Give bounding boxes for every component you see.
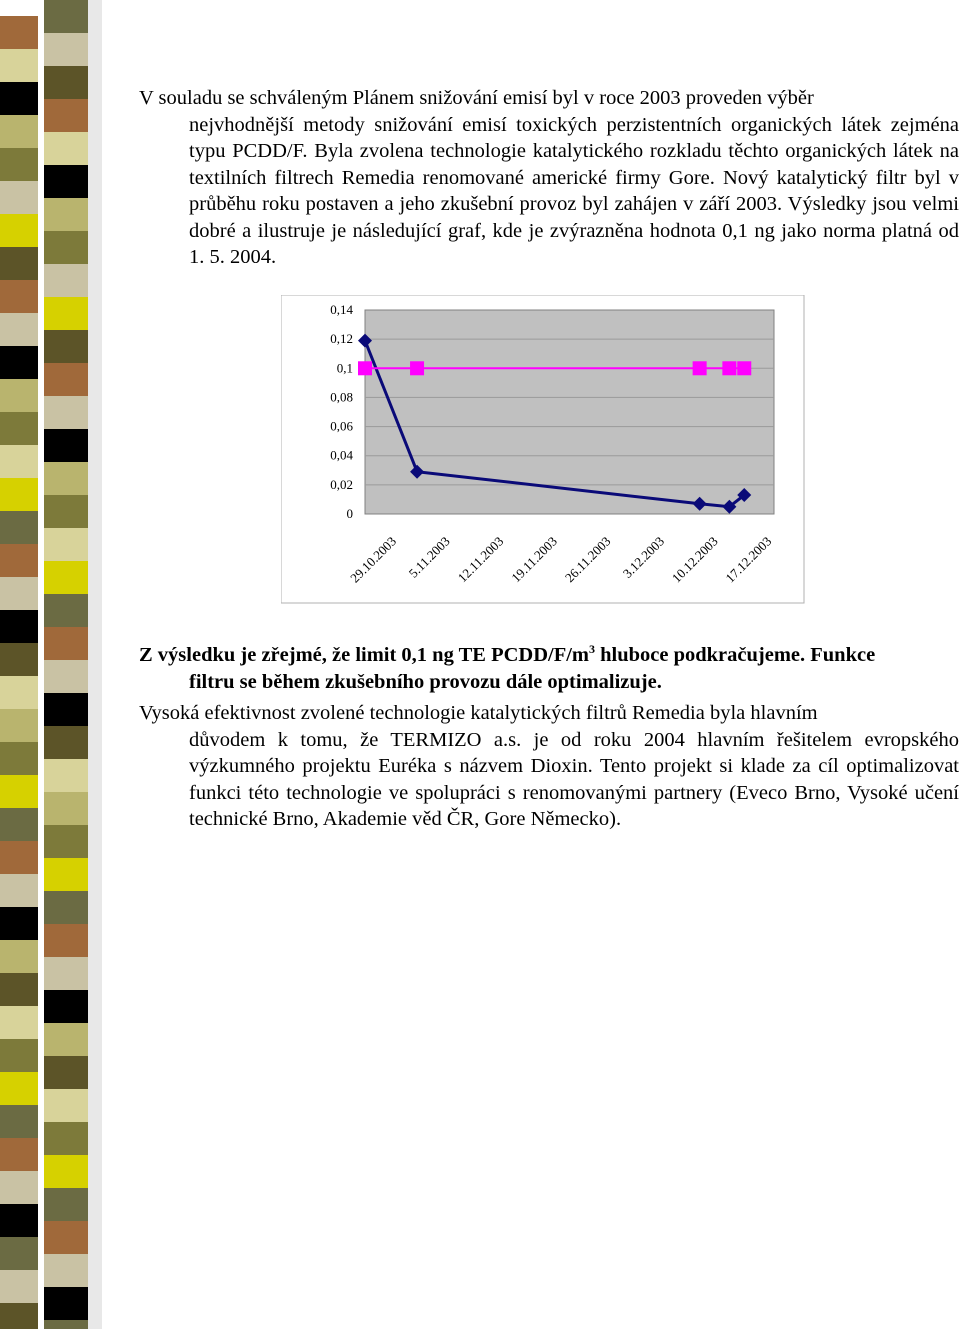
stripe-block xyxy=(44,363,88,396)
stripe-block xyxy=(0,1303,38,1329)
stripe-block xyxy=(0,148,38,181)
y-tick-label: 0,1 xyxy=(336,360,353,376)
stripe-block xyxy=(44,891,88,924)
x-tick-label: 3.12.2003 xyxy=(619,533,668,581)
stripe-block xyxy=(44,1287,88,1320)
stripe-block xyxy=(44,627,88,660)
conclusion-first-line: Z výsledku je zřejmé, že limit 0,1 ng TE PCDD/F/m xyxy=(139,644,589,666)
stripe-block xyxy=(44,231,88,264)
stripe-block xyxy=(44,1122,88,1155)
stripe-block xyxy=(0,511,38,544)
stripe-block xyxy=(44,1023,88,1056)
stripe-block xyxy=(44,858,88,891)
stripe-block xyxy=(0,775,38,808)
intro-paragraph xyxy=(139,85,959,271)
x-tick-label: 26.11.2003 xyxy=(561,533,614,586)
stripe-block xyxy=(44,33,88,66)
stripe-block xyxy=(44,1320,88,1329)
stripe-block xyxy=(44,924,88,957)
stripe-block xyxy=(44,198,88,231)
stripe-block xyxy=(44,0,88,33)
stripe-block xyxy=(0,313,38,346)
stripe-block xyxy=(0,346,38,379)
stripe-block xyxy=(0,973,38,1006)
stripe-block xyxy=(44,396,88,429)
emission-chart xyxy=(281,295,806,605)
stripe-block xyxy=(44,528,88,561)
stripe-block xyxy=(0,445,38,478)
stripe-block xyxy=(0,1138,38,1171)
stripe-block xyxy=(44,561,88,594)
stripe-block xyxy=(0,1171,38,1204)
stripe-block xyxy=(0,115,38,148)
stripe-block xyxy=(0,610,38,643)
x-tick-label: 29.10.2003 xyxy=(347,533,400,586)
closing-first-line: Vysoká efektivnost zvolené technologie katalytických filtrů Remedia byla hlavním xyxy=(139,702,818,724)
stripe-block xyxy=(44,1221,88,1254)
y-tick-label: 0,14 xyxy=(330,302,353,317)
stripe-block xyxy=(0,379,38,412)
stripe-block xyxy=(44,1056,88,1089)
stripe-block xyxy=(0,478,38,511)
stripe-block xyxy=(44,330,88,363)
data-point-square xyxy=(722,361,736,375)
x-tick-label: 12.11.2003 xyxy=(454,533,507,586)
stripe-block xyxy=(0,907,38,940)
stripe-block xyxy=(0,412,38,445)
x-tick-label: 17.12.2003 xyxy=(722,533,775,586)
stripe-block xyxy=(44,66,88,99)
stripe-block xyxy=(44,429,88,462)
stripe-block xyxy=(44,726,88,759)
stripe-block xyxy=(0,940,38,973)
stripe-block xyxy=(0,1006,38,1039)
stripe-block xyxy=(0,181,38,214)
stripe-block xyxy=(0,16,38,49)
x-tick-label: 19.11.2003 xyxy=(508,533,560,586)
stripe-block xyxy=(0,49,38,82)
stripe-block xyxy=(0,808,38,841)
y-tick-label: 0,12 xyxy=(330,331,353,347)
stripe-block xyxy=(44,264,88,297)
stripe-block xyxy=(44,693,88,726)
y-tick-label: 0,04 xyxy=(330,447,353,463)
stripe-block xyxy=(44,1155,88,1188)
intro-body: nejvhodnější metody snižování emisí toxických perzistentních organických látek zejména typu PCDD/F. Byla zvolena technologie katalytického rozkladu těchto organických látek na textilních filtrech Remedia renomované americké firmy Gore. Nový katalytický filtr byl v průběhu roku postaven a jeho zkušební provoz byl zahájen v září 2003. Výsledky jsou velmi dobré a ilustruje je následující graf, kde je zvýrazněna hodnota 0,1 ng jako norma platná od 1. 5. 2004. xyxy=(189,113,959,268)
conclusion-superscript: 3 xyxy=(589,642,595,657)
stripe-block xyxy=(0,1270,38,1303)
closing-body: důvodem k tomu, že TERMIZO a.s. je od roku 2004 hlavním řešitelem evropského výzkumného projektu Euréka s názvem Dioxin. Tento projekt si klade za cíl optimalizovat funkci této technologie ve spolupráci s renomovanými partnery (Eveco Brno, Vysoké učení technické Brno, Akademie věd ČR, Gore Německo). xyxy=(189,728,959,830)
stripe-block xyxy=(44,825,88,858)
stripe-block xyxy=(44,132,88,165)
stripe-block xyxy=(44,297,88,330)
decorative-stripe-band xyxy=(0,0,110,1329)
stripe-block xyxy=(44,990,88,1023)
stripe-block xyxy=(0,1204,38,1237)
stripe-block xyxy=(44,594,88,627)
stripe-block xyxy=(0,1237,38,1270)
stripe-block xyxy=(0,676,38,709)
intro-first-line: V souladu se schváleným Plánem snižování emisí byl v roce 2003 proveden výběr xyxy=(139,87,814,109)
stripe-block xyxy=(44,462,88,495)
stripe-block xyxy=(0,1072,38,1105)
stripe-block xyxy=(44,957,88,990)
x-tick-label: 5.11.2003 xyxy=(405,533,453,581)
y-tick-label: 0,08 xyxy=(330,389,353,405)
stripe-block xyxy=(0,874,38,907)
stripe-block xyxy=(0,544,38,577)
closing-paragraph xyxy=(139,700,959,833)
stripe-block xyxy=(44,1254,88,1287)
conclusion-body: filtru se během zkušebního provozu dále optimalizuje. xyxy=(189,670,662,693)
y-tick-label: 0,06 xyxy=(330,418,353,434)
conclusion-first-line-end: hluboce podkračujeme. Funkce xyxy=(595,644,876,666)
x-tick-label: 10.12.2003 xyxy=(668,533,721,586)
data-point-square xyxy=(737,361,751,375)
y-tick-label: 0 xyxy=(346,506,353,521)
stripe-block xyxy=(0,577,38,610)
stripe-block xyxy=(44,165,88,198)
stripe-block xyxy=(44,792,88,825)
y-tick-label: 0,02 xyxy=(330,476,353,492)
data-point-square xyxy=(693,361,707,375)
stripe-block xyxy=(0,214,38,247)
stripe-block xyxy=(44,660,88,693)
stripe-block xyxy=(0,280,38,313)
stripe-block xyxy=(44,1089,88,1122)
stripe-block xyxy=(0,1105,38,1138)
stripe-block xyxy=(0,82,38,115)
stripe-shadow xyxy=(88,0,102,1329)
stripe-block xyxy=(0,742,38,775)
stripe-block xyxy=(0,643,38,676)
stripe-block xyxy=(0,709,38,742)
stripe-block xyxy=(0,247,38,280)
stripe-block xyxy=(44,495,88,528)
stripe-block xyxy=(0,841,38,874)
stripe-block xyxy=(44,99,88,132)
data-point-square xyxy=(410,361,424,375)
conclusion-paragraph xyxy=(139,642,959,695)
stripe-block xyxy=(44,759,88,792)
plot-area xyxy=(365,310,774,514)
stripe-block xyxy=(44,1188,88,1221)
data-point-square xyxy=(358,361,372,375)
stripe-block xyxy=(0,1039,38,1072)
